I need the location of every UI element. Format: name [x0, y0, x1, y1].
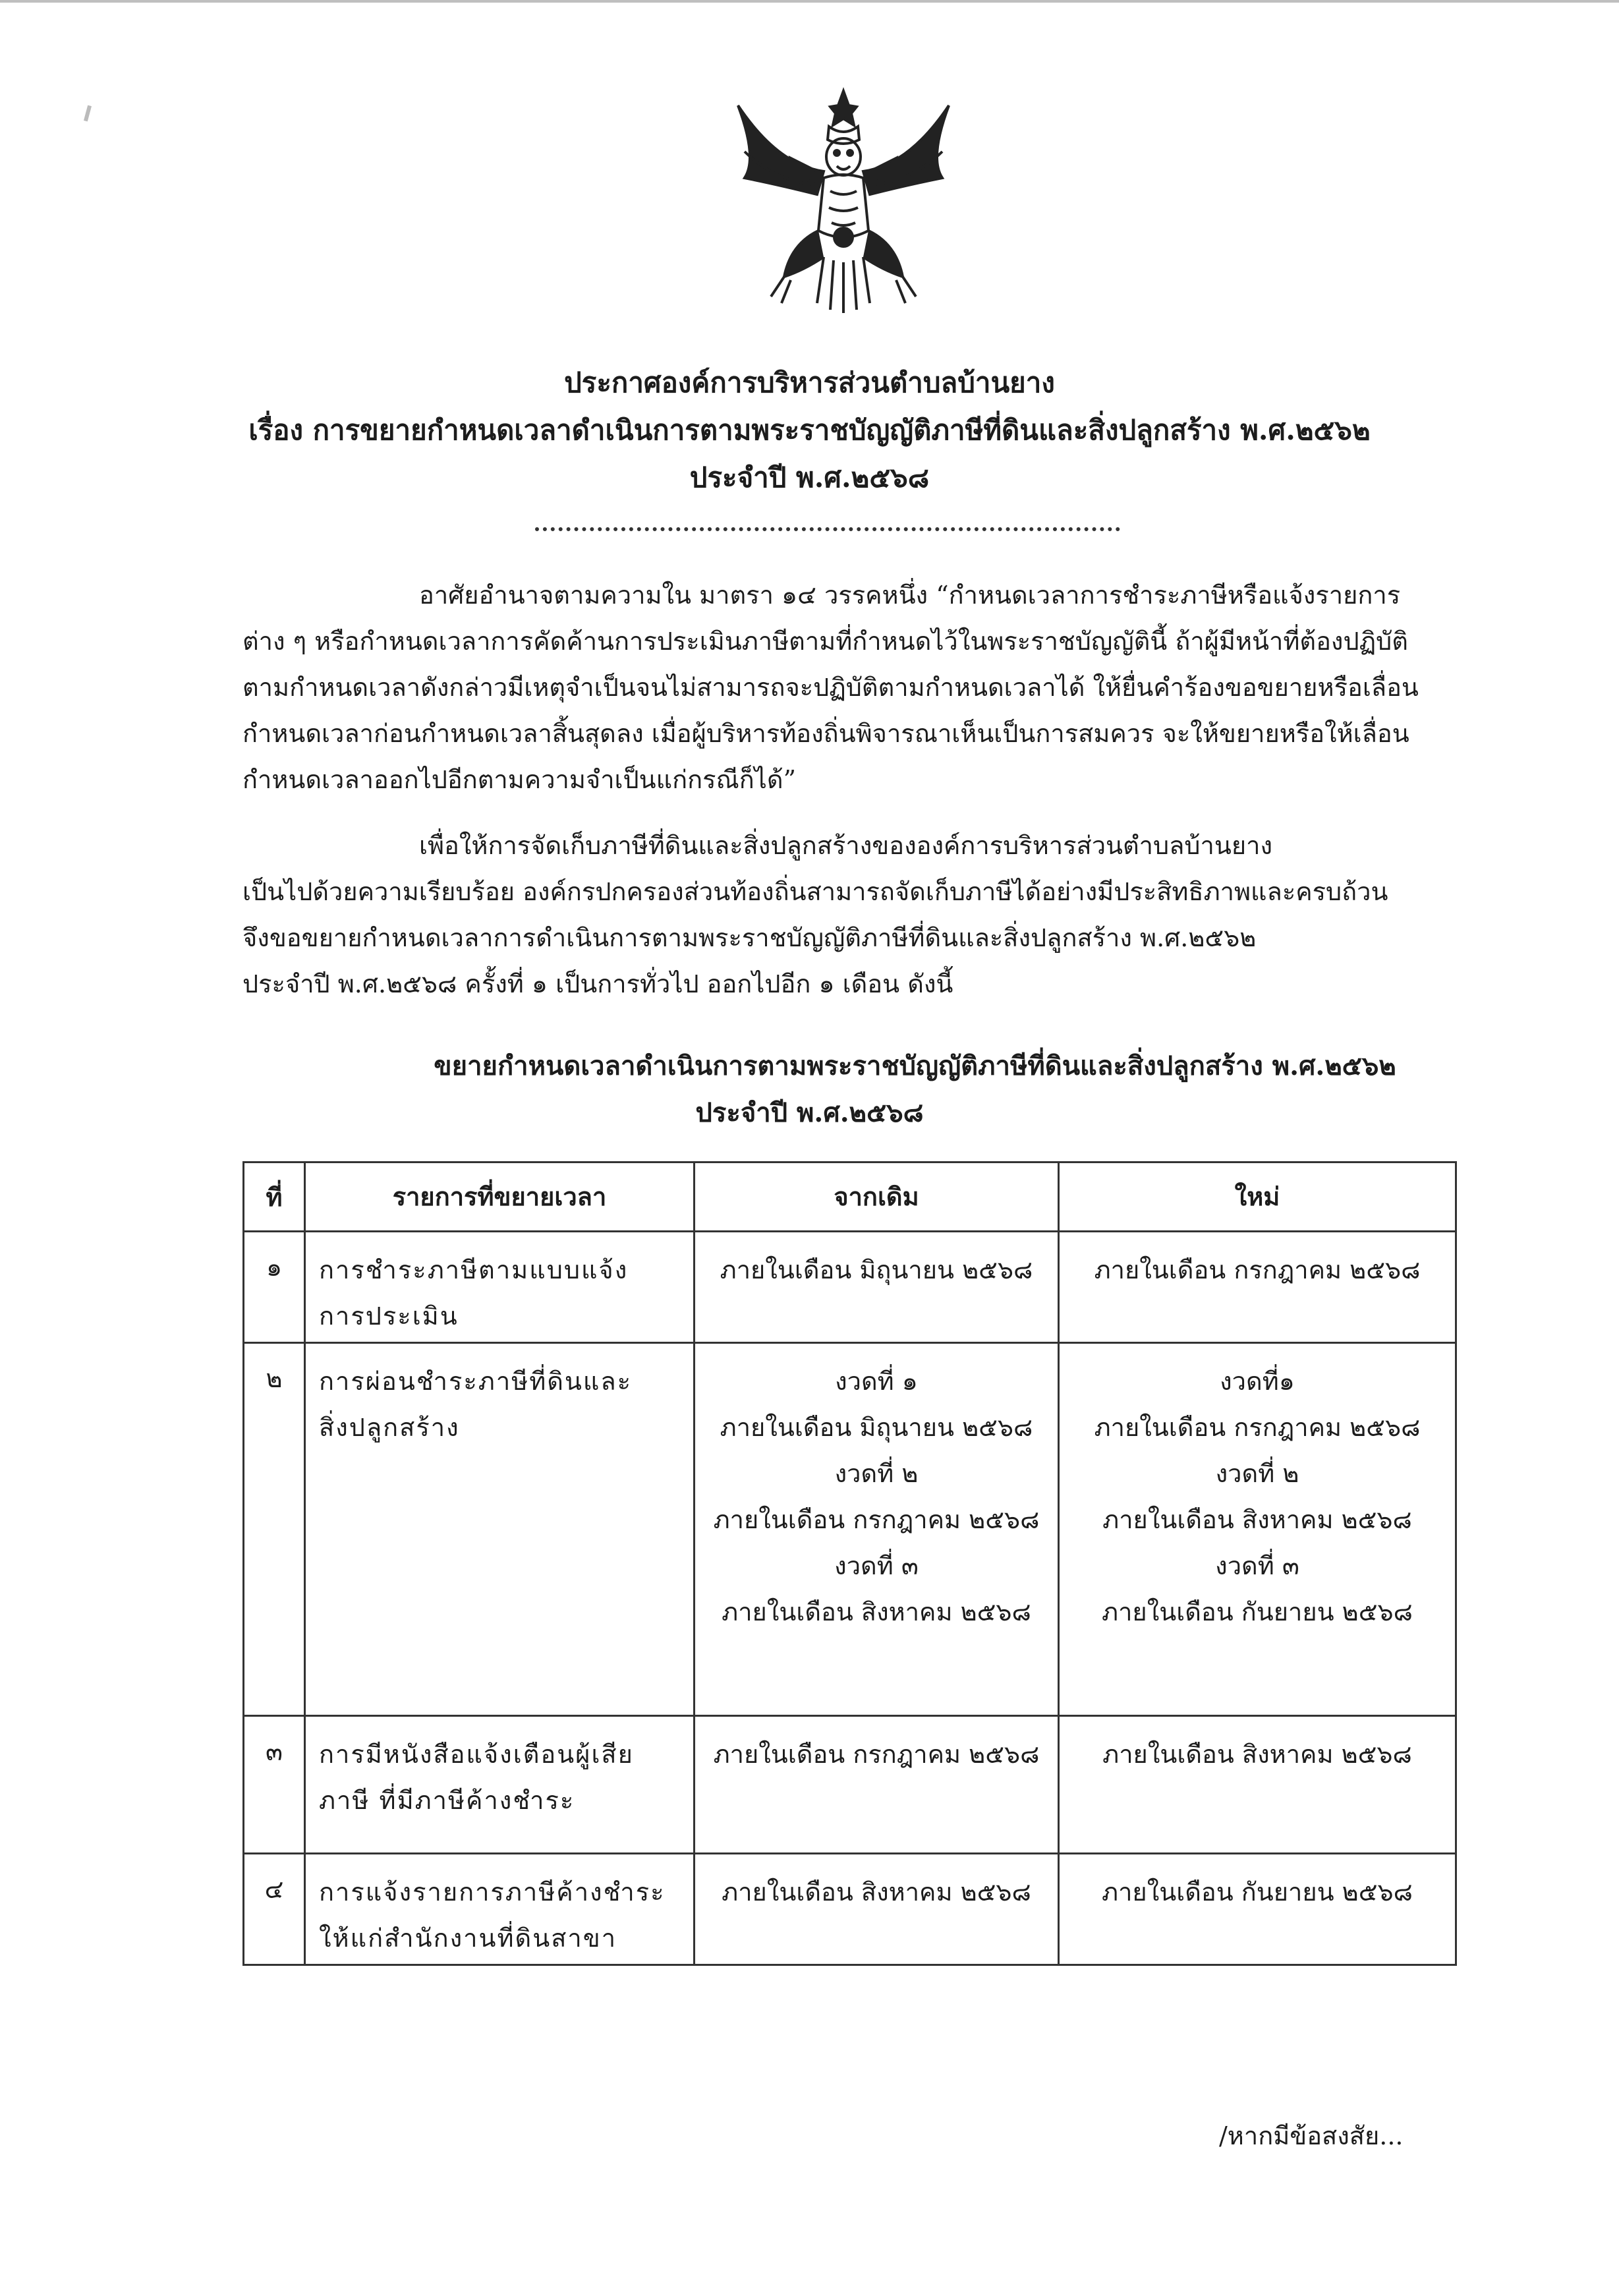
cell-line: ภาษี ที่มีภาษีค้างชำระ — [319, 1786, 575, 1815]
table-title: ขยายกำหนดเวลาดำเนินการตามพระราชบัญญัติภาษีที่ดินและสิ่งปลูกสร้าง พ.ศ.๒๕๖๒ — [434, 1050, 1396, 1081]
paragraph-line: อาศัยอำนาจตามความใน มาตรา ๑๔ วรรคหนึ่ง “กำหนดเวลาการชำระภาษีหรือแจ้งรายการ — [419, 581, 1401, 610]
cell-line: การแจ้งรายการภาษีค้างชำระ — [319, 1878, 666, 1907]
table-row — [244, 1232, 1456, 1343]
cell-line: การผ่อนชำระภาษีที่ดินและ — [319, 1367, 633, 1396]
row-old-deadline — [695, 1854, 1059, 1965]
row-item — [305, 1232, 695, 1343]
cell-line: ภายในเดือน กรกฎาคม ๒๕๖๘ — [713, 1740, 1040, 1769]
continuation-note: /หากมีข้อสงสัย... — [1219, 2121, 1404, 2150]
cell-line: ภายในเดือน มิถุนายน ๒๕๖๘ — [720, 1413, 1033, 1442]
paragraph-line: ตามกำหนดเวลาดังกล่าวมีเหตุจำเป็นจนไม่สามารถจะปฏิบัติตามกำหนดเวลาได้ ให้ยื่นคำร้องขอขยายหรือเลื่อน — [242, 673, 1419, 702]
cell-line: ภายในเดือน กรกฎาคม ๒๕๖๘ — [1094, 1255, 1421, 1284]
paragraph-line: กำหนดเวลาออกไปอีกตามความจำเป็นแก่กรณีก็ได้” — [242, 765, 797, 794]
cell-line: การชำระภาษีตามแบบแจ้ง — [319, 1255, 629, 1284]
table-header-row — [244, 1162, 1456, 1232]
cell-line: ให้แก่สำนักงานที่ดินสาขา — [319, 1924, 617, 1953]
cell-line: งวดที่๑ — [1220, 1367, 1295, 1396]
row-old-deadline — [695, 1232, 1059, 1343]
table-row — [244, 1854, 1456, 1965]
row-item — [305, 1854, 695, 1965]
paragraph-line: เพื่อให้การจัดเก็บภาษีที่ดินและสิ่งปลูกสร้างขององค์การบริหารส่วนตำบลบ้านยาง — [419, 831, 1273, 860]
paragraph-line: ประจำปี พ.ศ.๒๕๖๘ ครั้งที่ ๑ เป็นการทั่วไป ออกไปอีก ๑ เดือน ดังนี้ — [242, 969, 953, 998]
scan-mark — [84, 105, 92, 122]
paragraph-legal-basis — [242, 572, 1422, 803]
row-item — [305, 1716, 695, 1854]
cell-line: งวดที่ ๓ — [1215, 1551, 1299, 1580]
row-item — [305, 1343, 695, 1716]
announcement-year: ประจำปี พ.ศ.๒๕๖๘ — [689, 461, 930, 494]
garuda-emblem-icon — [718, 79, 969, 330]
cell-line: ภายในเดือน กันยายน ๒๕๖๘ — [1102, 1878, 1413, 1907]
cell-line: งวดที่ ๓ — [834, 1551, 919, 1580]
table-row — [244, 1343, 1456, 1716]
cell-line: ภายในเดือน มิถุนายน ๒๕๖๘ — [720, 1255, 1033, 1284]
paragraph-line: จึงขอขยายกำหนดเวลาการดำเนินการตามพระราชบัญญัติภาษีที่ดินและสิ่งปลูกสร้าง พ.ศ.๒๕๖๒ — [242, 923, 1257, 952]
table-row — [244, 1716, 1456, 1854]
cell-line: ภายในเดือน กรกฎาคม ๒๕๖๘ — [1094, 1413, 1421, 1442]
cell-line: งวดที่ ๑ — [835, 1367, 918, 1396]
paragraph-purpose — [242, 822, 1422, 1007]
header-no: ที่ — [244, 1162, 305, 1232]
row-new-deadline — [1059, 1232, 1456, 1343]
row-old-deadline — [695, 1343, 1059, 1716]
header-new-deadline: ใหม่ — [1059, 1162, 1456, 1232]
row-no: ๔ — [244, 1854, 305, 1965]
cell-line: สิ่งปลูกสร้าง — [319, 1413, 460, 1442]
row-new-deadline — [1059, 1716, 1456, 1854]
cell-line: ภายในเดือน กรกฎาคม ๒๕๖๘ — [713, 1505, 1040, 1534]
row-new-deadline — [1059, 1343, 1456, 1716]
row-no: ๓ — [244, 1716, 305, 1854]
row-new-deadline — [1059, 1854, 1456, 1965]
cell-line: งวดที่ ๒ — [1215, 1459, 1299, 1488]
cell-line: ภายในเดือน กันยายน ๒๕๖๘ — [1102, 1597, 1413, 1626]
cell-line: ภายในเดือน สิงหาคม ๒๕๖๘ — [722, 1597, 1031, 1626]
paragraph-line: ต่าง ๆ หรือกำหนดเวลาการคัดค้านการประเมินภาษีตามที่กำหนดไว้ในพระราชบัญญัตินี้ ถ้าผู้มีหน้าที่ต้องปฏิบัติ — [242, 627, 1408, 656]
paragraph-line: เป็นไปด้วยความเรียบร้อย องค์กรปกครองส่วนท้องถิ่นสามารถจัดเก็บภาษีได้อย่างมีประสิทธิภาพและครบถ้วน — [242, 877, 1388, 906]
dotted-divider — [535, 527, 1120, 531]
cell-line: การประเมิน — [319, 1302, 459, 1331]
table-subtitle: ประจำปี พ.ศ.๒๕๖๘ — [695, 1097, 924, 1128]
header-item: รายการที่ขยายเวลา — [305, 1162, 695, 1232]
extension-schedule-table — [242, 1161, 1457, 1966]
announcement-title: ประกาศองค์การบริหารส่วนตำบลบ้านยาง — [564, 366, 1055, 399]
row-no: ๒ — [244, 1343, 305, 1716]
row-old-deadline — [695, 1716, 1059, 1854]
header-old-deadline: จากเดิม — [695, 1162, 1059, 1232]
cell-line: การมีหนังสือแจ้งเตือนผู้เสีย — [319, 1740, 634, 1769]
announcement-subject: เรื่อง การขยายกำหนดเวลาดำเนินการตามพระราชบัญญัติภาษีที่ดินและสิ่งปลูกสร้าง พ.ศ.๒๕๖๒ — [248, 414, 1371, 446]
cell-line: ภายในเดือน สิงหาคม ๒๕๖๘ — [1102, 1740, 1412, 1769]
row-no: ๑ — [244, 1232, 305, 1343]
cell-line: งวดที่ ๒ — [834, 1459, 919, 1488]
paragraph-line: กำหนดเวลาก่อนกำหนดเวลาสิ้นสุดลง เมื่อผู้บริหารท้องถิ่นพิจารณาเห็นเป็นการสมควร จะให้ขยายหรือให้เลื่อน — [242, 719, 1409, 748]
page-top-edge — [0, 0, 1619, 3]
cell-line: ภายในเดือน สิงหาคม ๒๕๖๘ — [722, 1878, 1031, 1907]
cell-line: ภายในเดือน สิงหาคม ๒๕๖๘ — [1102, 1505, 1412, 1534]
